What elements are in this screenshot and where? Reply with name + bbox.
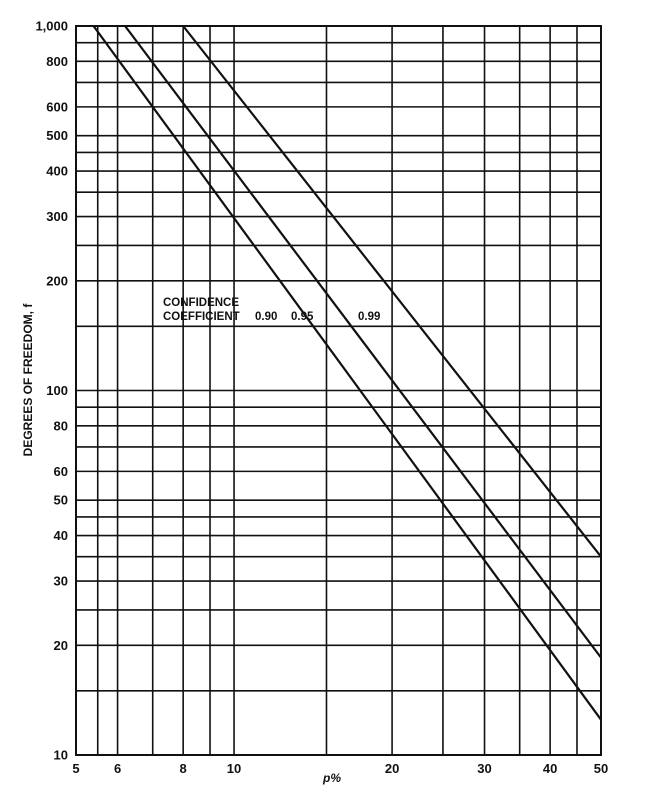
- y-tick-label: 10: [53, 747, 68, 763]
- confidence-curves: [94, 26, 601, 720]
- curve-095: [125, 26, 601, 658]
- annotation-line-2: COEFFICIENT: [163, 311, 240, 323]
- y-tick-label: 50: [53, 492, 68, 508]
- y-gridlines: [76, 26, 601, 755]
- annotation-label-090: 0.90: [255, 311, 278, 323]
- y-tick-label: 100: [46, 383, 68, 398]
- y-tick-label: 800: [46, 53, 68, 69]
- y-tick-label: 400: [46, 163, 68, 179]
- x-tick-label: 10: [226, 761, 242, 776]
- x-tick-label: 20: [384, 761, 400, 776]
- annotation-label-099: 0.99: [358, 311, 381, 323]
- y-tick-label: 20: [53, 637, 68, 653]
- x-tick-label: 6: [113, 761, 122, 776]
- y-tick-label: 40: [53, 528, 68, 544]
- x-tick-label: 40: [542, 761, 558, 776]
- y-tick-label: 1,000: [35, 18, 68, 34]
- y-axis-title: DEGREES OF FREEDOM, f: [21, 303, 35, 457]
- y-tick-label: 80: [53, 418, 68, 434]
- annotation-label-095: 0.95: [291, 311, 314, 323]
- curve-090: [94, 26, 601, 720]
- y-tick-label: 200: [46, 273, 68, 289]
- confidence-annotation: [163, 297, 380, 323]
- y-tick-label: 600: [46, 99, 68, 115]
- annotation-line-1: CONFIDENCE: [163, 297, 240, 309]
- y-tick-label: 30: [53, 573, 68, 589]
- x-axis-title: p%: [323, 771, 341, 785]
- x-tick-label: 8: [179, 761, 187, 776]
- y-tick-label: 300: [46, 209, 68, 225]
- y-tick-label: 60: [53, 463, 68, 479]
- x-tick-label: 30: [477, 761, 492, 776]
- y-tick-labels: [35, 19, 68, 763]
- y-tick-label: 500: [46, 128, 68, 144]
- x-tick-label: 50: [593, 761, 609, 776]
- x-tick-label: 5: [72, 761, 80, 776]
